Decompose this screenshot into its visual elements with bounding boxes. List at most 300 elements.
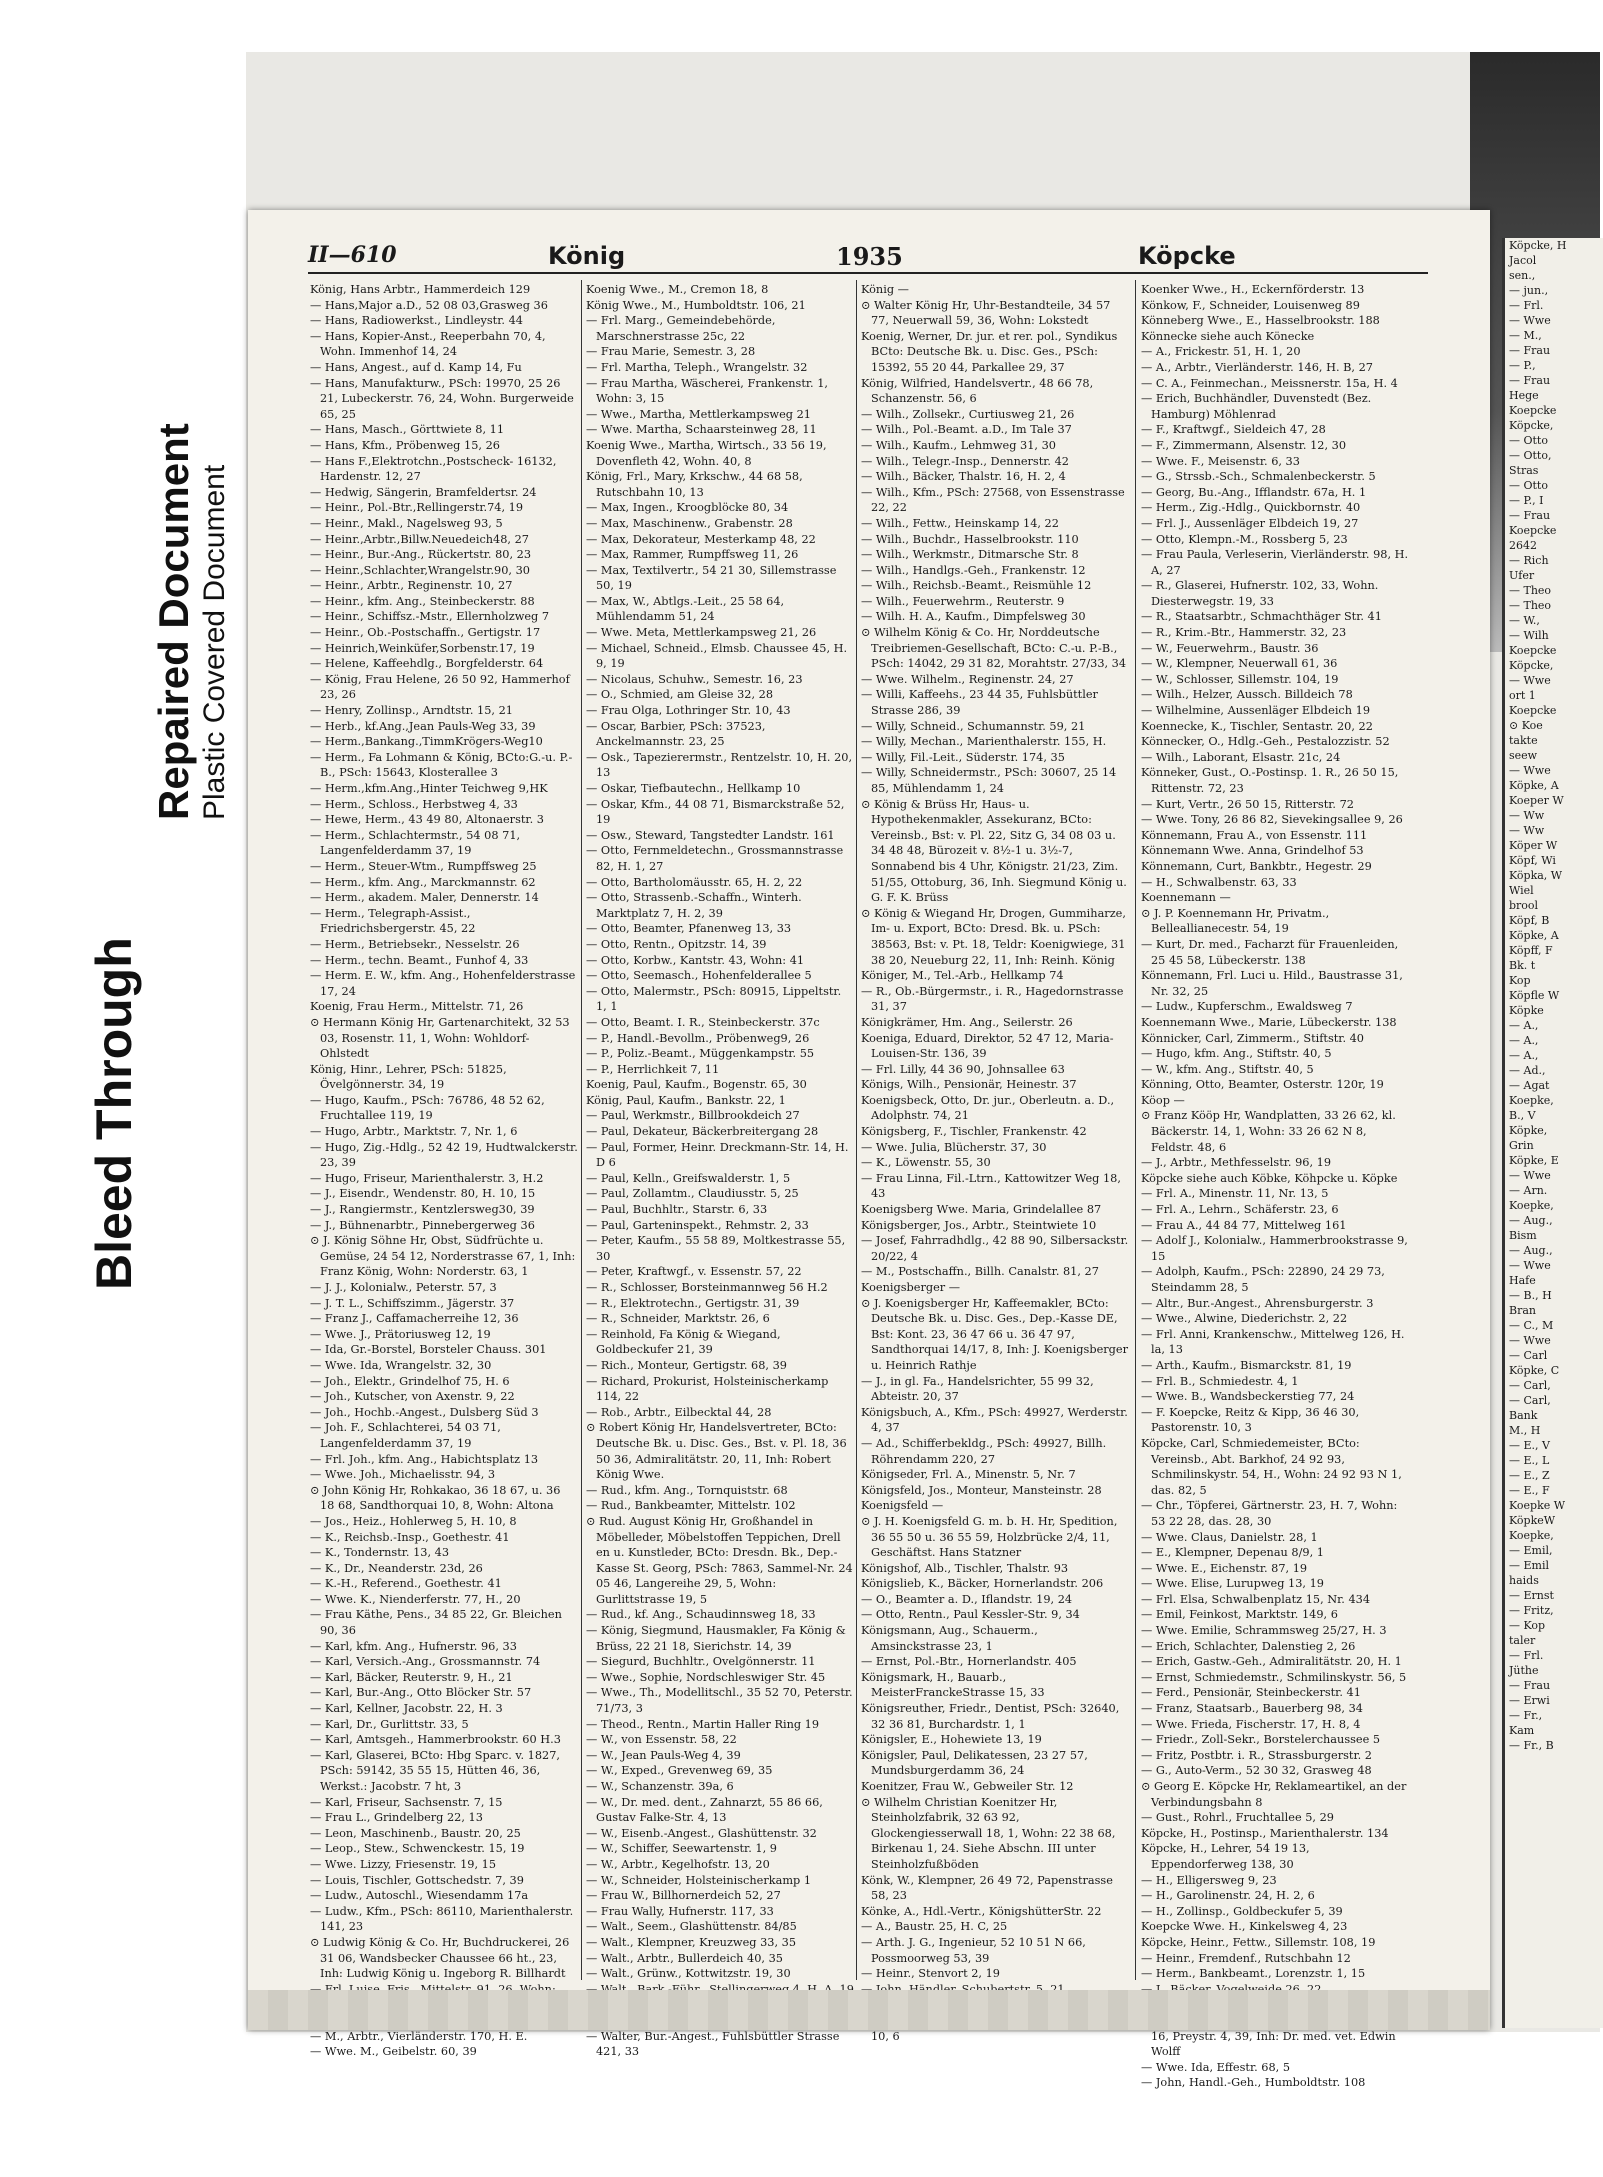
directory-entry: — Karl, Dr., Gurlittstr. 33, 5 — [310, 1717, 469, 1731]
directory-entry: — Wwe. Lizzy, Friesenstr. 19, 15 — [310, 1857, 497, 1871]
directory-entry: — Herm., Fa Lohmann & König, BCto:G.-u. P.-B., PSch: 15643, Klosterallee 3 — [310, 750, 573, 780]
directory-entry: Königsberger, Jos., Arbtr., Steintwiete 10 — [861, 1218, 1097, 1232]
directory-entry: Koenitzer, Frau W., Gebweiler Str. 12 — [861, 1780, 1074, 1793]
directory-entry: Königsmann, Aug., Schauerm., Amsinckstrasse 23, 1 — [861, 1624, 1038, 1653]
directory-entry: — Walt., Arbtr., Bullerdeich 40, 35 — [586, 1951, 783, 1965]
directory-entry: — Wilh., Laborant, Elsastr. 21c, 24 — [1141, 750, 1341, 764]
directory-entry: — Paul, Dekateur, Bäckerbreitergang 28 — [586, 1125, 819, 1139]
facing-page-line: Köpke, C — [1509, 1364, 1560, 1377]
directory-entry: — Wilh., Reichsb.-Beamt., Reismühle 12 — [861, 579, 1092, 593]
directory-entry: — Hans,Major a.D., 52 08 03,Grasweg 36 — [310, 298, 548, 312]
facing-page-line: — Fritz, — [1509, 1604, 1554, 1617]
directory-entry: — Rob., Arbtr., Eilbecktal 44, 28 — [586, 1405, 772, 1419]
directory-entry: — Ludw., Autoschl., Wiesendamm 17a — [310, 1889, 529, 1903]
directory-entry: Koenigsfeld — — [861, 1499, 944, 1513]
directory-entry: — Wwe. J., Prätoriusweg 12, 19 — [310, 1327, 491, 1341]
column-divider — [581, 280, 582, 1980]
directory-entry: Könneker, Gust., O.-Postinsp. 1. R., 26 50 15, Rittenstr. 72, 23 — [1141, 766, 1399, 795]
facing-page-line: haids — [1509, 1574, 1539, 1587]
directory-entry: — Wwe. Ida, Effestr. 68, 5 — [1141, 2060, 1291, 2074]
directory-entry: — Siegurd, Buchhltr., Ovelgönnerstr. 11 — [586, 1655, 816, 1669]
directory-entry: — Frl. Joh., kfm. Ang., Habichtsplatz 13 — [310, 1452, 539, 1466]
facing-page-line: Köpcke, — [1509, 419, 1554, 432]
directory-entry: Köpcke, H., Postinsp., Marienthalerstr. 134 — [1141, 1826, 1389, 1840]
directory-entry: — P., Handl.-Bevollm., Pröbenweg9, 26 — [586, 1031, 810, 1045]
directory-entry: Koenigsberger — — [861, 1281, 961, 1294]
directory-entry: ⊙ J. P. Koennemann Hr, Privatm., Belleallianecestr. 54, 19 — [1141, 906, 1330, 936]
directory-entry: — A., Frickestr. 51, H. 1, 20 — [1141, 345, 1301, 359]
header-right-word: Köpcke — [1138, 242, 1236, 270]
directory-entry: — Karl, Bur.-Ang., Otto Blöcker Str. 57 — [310, 1686, 532, 1700]
directory-entry: — G., Strssb.-Sch., Schmalenbeckerstr. 5 — [1141, 470, 1376, 484]
facing-page-line: Koepke, — [1509, 1094, 1554, 1107]
facing-page-line: Bk. t — [1509, 959, 1536, 972]
directory-entry: — Wwe. F., Meisenstr. 6, 33 — [1141, 454, 1300, 468]
directory-entry: Königkrämer, Hm. Ang., Seilerstr. 26 — [861, 1015, 1073, 1029]
directory-entry: ⊙ Hermann König Hr, Gartenarchitekt, 32 53 03, Rosenstr. 11, 1, Wohn: Wohldorf-Ohlstedt — [310, 1015, 570, 1061]
page-bottom-edge — [248, 1990, 1490, 2030]
directory-entry: Königsreuther, Friedr., Dentist, PSch: 32640, 32 36 81, Burchardstr. 1, 1 — [861, 1702, 1120, 1731]
directory-entry: — Frau Marie, Semestr. 3, 28 — [586, 345, 756, 359]
directory-entry: — Helene, Kaffeehdlg., Borgfelderstr. 64 — [310, 657, 544, 671]
directory-entry: — Kurt, Dr. med., Facharzt für Frauenleiden, 25 45 58, Lübeckerstr. 138 — [1141, 937, 1399, 967]
directory-entry: König, Wilfried, Handelsvertr., 48 66 78, Schanzenstr. 56, 6 — [861, 376, 1094, 406]
facing-page-line: ⊙ Koe — [1509, 719, 1543, 732]
directory-entry: — H., Garolinenstr. 24, H. 2, 6 — [1141, 1889, 1315, 1903]
directory-entry: — Willy, Mechan., Marienthalerstr. 155, H. — [861, 735, 1107, 749]
facing-page-line: — E., L — [1509, 1454, 1550, 1467]
facing-page-line: — jun., — [1509, 284, 1549, 297]
directory-entry: — M., Postschaffn., Billh. Canalstr. 81, 27 — [861, 1265, 1099, 1279]
directory-entry: — Heinr., Ob.-Postschaffn., Gertigstr. 17 — [310, 626, 541, 640]
directory-entry: — Frl. A., Lehrn., Schäferstr. 23, 6 — [1141, 1203, 1339, 1217]
facing-page-line: Köpff, F — [1509, 944, 1553, 957]
directory-entry: — Paul, Buchhltr., Starstr. 6, 33 — [586, 1203, 768, 1217]
facing-page-line: — Frau — [1509, 374, 1551, 387]
facing-page-line: Köpke, A — [1509, 929, 1559, 942]
facing-page-line: takte — [1509, 734, 1538, 747]
directory-entry: Könnecker, O., Hdlg.-Geh., Pestalozzistr. 52 — [1141, 735, 1390, 749]
directory-entry: — W., Schneider, Holsteinischerkamp 1 — [586, 1873, 812, 1887]
directory-entry: — Wwe. Emilie, Schrammsweg 25/27, H. 3 — [1141, 1624, 1387, 1638]
directory-entry: — Hans, Manufakturw., PSch: 19970, 25 26 21, Lubeckerstr. 76, 24, Wohn. Burgerweide 65, 25 — [310, 376, 574, 421]
directory-entry: — W., Jean Pauls-Weg 4, 39 — [586, 1748, 741, 1762]
facing-page-line: Köpcke, H — [1509, 239, 1567, 252]
directory-entry: — Hugo, Friseur, Marienthalerstr. 3, H.2 — [310, 1171, 544, 1185]
directory-entry: — Hans, Angest., auf d. Kamp 14, Fu — [310, 360, 522, 374]
directory-entry: — O., Beamter a. D., Iflandstr. 19, 24 — [861, 1592, 1073, 1606]
directory-entry: — Herm., Bankbeamt., Lorenzstr. 1, 15 — [1141, 1967, 1366, 1981]
facing-page-line: — Wwe — [1509, 764, 1551, 777]
facing-page-line: KöpkeW — [1509, 1514, 1556, 1527]
directory-entry: — Frl. A., Minenstr. 11, Nr. 13, 5 — [1141, 1187, 1329, 1201]
directory-entry: ⊙ J. Koenigsberger Hr, Kaffeemakler, BCto: Deutsche Bk. u. Disc. Ges., Dep.-Kasse DE, Bst: Kont. 23, 36 47 66 u. 36 47 97, Sandthorquai 14/17, 8, Inh: J. Koenigsberger u. Heinrich Rathje — [861, 1296, 1128, 1372]
directory-entry: — Joh. F., Schlachterei, 54 03 71, Langenfelderdamm 37, 19 — [310, 1421, 501, 1450]
directory-column-4 — [1141, 282, 1409, 2090]
directory-entry: — Paul, Garteninspekt., Rehmstr. 2, 33 — [586, 1218, 809, 1232]
facing-page-line: — Carl, — [1509, 1394, 1551, 1407]
directory-entry: Koenig Wwe., M., Cremon 18, 8 — [586, 283, 769, 296]
directory-entry: — Wilh., Feuerwehrm., Reuterstr. 9 — [861, 594, 1065, 608]
facing-page-line: Bran — [1509, 1304, 1536, 1317]
directory-entry: — J., Rangiermstr., Kentzlersweg30, 39 — [310, 1203, 535, 1217]
directory-entry: — W., Schlosser, Sillemstr. 104, 19 — [1141, 672, 1339, 686]
directory-entry: — Herm., Telegraph-Assist., Friedrichsbergerstr. 45, 22 — [310, 906, 476, 936]
directory-entry: Königs, Wilh., Pensionär, Heinestr. 37 — [861, 1078, 1077, 1092]
directory-entry: Königer, M., Tel.-Arb., Hellkamp 74 — [861, 969, 1064, 983]
facing-page-line: — Frau — [1509, 509, 1551, 522]
facing-page-line: Kop — [1509, 974, 1531, 987]
directory-entry: — K., Löwenstr. 55, 30 — [861, 1156, 991, 1170]
directory-entry: — E., Klempner, Depenau 8/9, 1 — [1141, 1546, 1324, 1560]
directory-entry: — Michael, Schneid., Elmsb. Chaussee 45, H. 9, 19 — [586, 641, 848, 671]
facing-page-line: — Emil, — [1509, 1544, 1553, 1557]
facing-page-line: Köpka, W — [1509, 869, 1563, 882]
directory-entry: — Frl. Lilly, 44 36 90, Johnsallee 63 — [861, 1062, 1065, 1076]
directory-entry: — Wilh., Werkmstr., Ditmarsche Str. 8 — [861, 548, 1079, 562]
directory-entry: — Emil, Feinkost, Marktstr. 149, 6 — [1141, 1608, 1338, 1622]
directory-entry: — Otto, Bartholomäusstr. 65, H. 2, 22 — [586, 875, 803, 889]
directory-entry: Koenig, Werner, Dr. jur. et rer. pol., Syndikus BCto: Deutsche Bk. u. Disc. Ges., PSch: 15392, 55 20 44, Parkallee 29, 37 — [861, 329, 1118, 374]
facing-page-line: B., V — [1509, 1109, 1536, 1122]
directory-entry: — Hugo, Zig.-Hdlg., 52 42 19, Hudtwalckerstr. 23, 39 — [310, 1140, 578, 1170]
facing-page-line: taler — [1509, 1634, 1536, 1647]
directory-entry: — Wilh., Pol.-Beamt. a.D., Im Tale 37 — [861, 423, 1072, 437]
directory-entry: — Adolf J., Kolonialw., Hammerbrookstrasse 9, 15 — [1141, 1234, 1408, 1263]
directory-entry: — Herm., Schlachtermstr., 54 08 71, Langenfelderdamm 37, 19 — [310, 828, 521, 858]
facing-page-line: — Frau — [1509, 344, 1551, 357]
directory-entry: — Wwe., Alwine, Diederichstr. 2, 22 — [1141, 1312, 1348, 1326]
directory-entry: — P., Poliz.-Beamt., Müggenkampstr. 55 — [586, 1047, 815, 1061]
facing-page-line: — Wilh — [1509, 629, 1549, 642]
directory-entry: — Heinr., Schiffsz.-Mstr., Ellernholzweg 7 — [310, 610, 550, 624]
directory-entry: Könnicker, Carl, Zimmerm., Stiftstr. 40 — [1141, 1031, 1364, 1045]
facing-page-line: Stras — [1509, 464, 1539, 477]
directory-entry: — A., Baustr. 25, H. C, 25 — [861, 1920, 1008, 1934]
directory-entry: — Fritz, Postbtr. i. R., Strassburgerstr. 2 — [1141, 1748, 1372, 1762]
directory-entry: — O., Schmied, am Gleise 32, 28 — [586, 688, 774, 702]
directory-entry: — Nicolaus, Schuhw., Semestr. 16, 23 — [586, 672, 803, 686]
facing-page-line: — E., V — [1509, 1439, 1550, 1452]
directory-entry: — Wwe. K., Nienderferstr. 77, H., 20 — [310, 1592, 521, 1606]
facing-page-line: Köpke, — [1509, 1124, 1548, 1137]
directory-entry: — Oskar, Kfm., 44 08 71, Bismarckstraße 52, 19 — [586, 797, 845, 827]
label-plastic-covered: Plastic Covered Document — [198, 464, 231, 820]
directory-entry: — Wwe. E., Eichenstr. 87, 19 — [1141, 1561, 1308, 1575]
directory-entry: — W., Arbtr., Kegelhofstr. 13, 20 — [586, 1857, 770, 1871]
directory-entry: Königsler, Paul, Delikatessen, 23 27 57, Mundsburgerdamm 36, 24 — [861, 1748, 1088, 1778]
facing-page-line: — M., — [1509, 329, 1542, 342]
label-bleed-through: Bleed Through — [86, 937, 142, 1290]
directory-entry: — W., Schanzenstr. 39a, 6 — [586, 1780, 734, 1793]
facing-page-line: seew — [1509, 749, 1538, 762]
directory-entry: — Wwe. Martha, Schaarsteinweg 28, 11 — [586, 423, 817, 437]
directory-entry: König, Hinr., Lehrer, PSch: 51825, Övelgönnerstr. 34, 19 — [310, 1062, 507, 1092]
directory-entry: — Karl, Bäcker, Reuterstr. 9, H., 21 — [310, 1670, 513, 1684]
directory-entry: — Herm., akadem. Maler, Dennerstr. 14 — [310, 891, 539, 905]
facing-page-line: Köpke, E — [1509, 1154, 1559, 1167]
facing-page-line: — E., Z — [1509, 1469, 1550, 1482]
directory-entry: — Paul, Werkmstr., Billbrookdeich 27 — [586, 1109, 800, 1123]
directory-entry: — Willy, Schneid., Schumannstr. 59, 21 — [861, 719, 1086, 733]
facing-page-line: — Carl, — [1509, 1379, 1551, 1392]
directory-entry: — Herm. E. W., kfm. Ang., Hohenfelderstrasse 17, 24 — [310, 969, 576, 998]
directory-entry: — Osw., Steward, Tangstedter Landstr. 161 — [586, 828, 835, 842]
directory-entry: — P., Herrlichkeit 7, 11 — [586, 1062, 720, 1076]
directory-entry: Königsfeld, Jos., Monteur, Mansteinstr. 28 — [861, 1483, 1102, 1497]
facing-page-line: — P., I — [1509, 494, 1544, 507]
directory-entry: — Wwe. Wilhelm., Reginenstr. 24, 27 — [861, 672, 1074, 686]
directory-entry: — Wwe. Meta, Mettlerkampsweg 21, 26 — [586, 626, 817, 640]
directory-entry: — Max, W., Abtlgs.-Leit., 25 58 64, Mühlendamm 51, 24 — [586, 594, 785, 624]
directory-entry: — Herm., kfm. Ang., Marckmannstr. 62 — [310, 875, 536, 889]
directory-entry: — Heinr.,Arbtr.,Billw.Neuedeich48, 27 — [310, 532, 529, 546]
directory-entry: — J. T. L., Schiffszimm., Jägerstr. 37 — [310, 1296, 515, 1310]
directory-entry: — Herm., Betriebsekr., Nesselstr. 26 — [310, 937, 520, 951]
directory-entry: Könning, Otto, Beamter, Osterstr. 120r, 19 — [1141, 1078, 1384, 1092]
directory-entry: — J., Eisendr., Wendenstr. 80, H. 10, 15 — [310, 1187, 536, 1201]
directory-entry: Koenigsbeck, Otto, Dr. jur., Oberleutn. a. D., Adolphstr. 74, 21 — [861, 1093, 1115, 1123]
facing-page-line: Jüthe — [1509, 1664, 1539, 1677]
directory-entry: — Wwe. Joh., Michaelisstr. 94, 3 — [310, 1468, 496, 1482]
facing-page-line: — Agat — [1509, 1079, 1550, 1092]
facing-page-line: — Fr., B — [1509, 1739, 1554, 1752]
facing-page-line: — Rich — [1509, 554, 1549, 567]
directory-entry: — F. Koepcke, Reitz & Kipp, 36 46 30, Pastorenstr. 10, 3 — [1141, 1405, 1360, 1435]
facing-page-line: Koeper W — [1509, 794, 1564, 807]
directory-entry: — Walt., Seem., Glashüttenstr. 84/85 — [586, 1920, 797, 1934]
facing-page-line: — Wwe — [1509, 1259, 1551, 1272]
directory-entry: — Rud., kf. Ang., Schaudinnsweg 18, 33 — [586, 1608, 816, 1622]
directory-entry: Könnemann, Frau A., von Essenstr. 111 — [1141, 828, 1368, 842]
directory-entry: — R., Staatsarbtr., Schmachthäger Str. 41 — [1141, 610, 1382, 624]
directory-entry: Koenigsberg Wwe. Maria, Grindelallee 87 — [861, 1203, 1102, 1217]
directory-entry: Königshof, Alb., Tischler, Thalstr. 93 — [861, 1561, 1069, 1575]
directory-entry: — Karl, Versich.-Ang., Grossmannstr. 74 — [310, 1655, 541, 1669]
directory-entry: — Gust., Rohrl., Fruchtallee 5, 29 — [1141, 1811, 1334, 1825]
directory-entry: — Willi, Kaffeehs., 23 44 35, Fuhlsbüttler Strasse 286, 39 — [861, 688, 1098, 718]
directory-entry: — R., Ob.-Bürgermstr., i. R., Hagedornstrasse 31, 37 — [861, 984, 1124, 1014]
directory-entry: Koepcke Wwe. H., Kinkelsweg 4, 23 — [1141, 1920, 1348, 1934]
directory-entry: Koenig, Paul, Kaufm., Bogenstr. 65, 30 — [586, 1078, 807, 1092]
directory-entry: — Heinr., kfm. Ang., Steinbeckerstr. 88 — [310, 594, 535, 608]
directory-entry: — Frl. Anni, Krankenschw., Mittelweg 126, H. la, 13 — [1141, 1327, 1405, 1357]
facing-page-line: — A., — [1509, 1049, 1539, 1062]
facing-page-line: — A., — [1509, 1034, 1539, 1047]
directory-entry: — Wilh., Fettw., Heinskamp 14, 22 — [861, 516, 1059, 530]
directory-entry: — W., Eisenb.-Angest., Glashüttenstr. 32 — [586, 1826, 817, 1840]
directory-entry: — Oskar, Tiefbautechn., Hellkamp 10 — [586, 782, 801, 795]
directory-entry: — Walt., Klempner, Kreuzweg 33, 35 — [586, 1935, 797, 1949]
directory-entry: — Josef, Fahrradhdlg., 42 88 90, Silbersackstr. 20/22, 4 — [861, 1234, 1129, 1263]
directory-entry: — Heinr.,Schlachter,Wrangelstr.90, 30 — [310, 563, 530, 577]
directory-entry: — K.-H., Referend., Goethestr. 41 — [310, 1577, 502, 1591]
directory-entry: — Karl, Amtsgeh., Hammerbrookstr. 60 H.3 — [310, 1733, 561, 1747]
facing-page-line: Hafe — [1509, 1274, 1536, 1287]
facing-page-line: — E., F — [1509, 1484, 1550, 1497]
directory-entry: Königsler, E., Hohewiete 13, 19 — [861, 1733, 1042, 1747]
directory-entry: — K., Reichsb.-Insp., Goethestr. 41 — [310, 1530, 510, 1544]
directory-entry: — Richard, Prokurist, Holsteinischerkamp 114, 22 — [586, 1374, 829, 1404]
facing-page-line: — Theo — [1509, 599, 1552, 612]
header-left-word: König — [548, 242, 626, 270]
facing-page-line: 2642 — [1509, 539, 1537, 552]
facing-page-line: — Ww — [1509, 809, 1545, 822]
directory-entry: — John, Handl.-Geh., Humboldtstr. 108 — [1141, 2076, 1366, 2090]
facing-page-line: — Wwe — [1509, 1169, 1551, 1182]
directory-entry: Köpcke, H., Lehrer, 54 19 13, Eppendorferweg 138, 30 — [1141, 1842, 1310, 1871]
directory-entry: — Wilh., Kaufm., Lehmweg 31, 30 — [861, 438, 1056, 452]
directory-entry: — König, Siegmund, Hausmakler, Fa König & Brüss, 22 21 18, Sierichstr. 14, 39 — [586, 1624, 846, 1653]
directory-entry: — Adolph, Kaufm., PSch: 22890, 24 29 73, Steindamm 28, 5 — [1141, 1265, 1385, 1294]
directory-entry: — Oscar, Barbier, PSch: 37523, Anckelmannstr. 23, 25 — [586, 719, 766, 749]
directory-entry: — Wwe. B., Wandsbeckerstieg 77, 24 — [1141, 1390, 1355, 1404]
facing-page-line: sen., — [1509, 269, 1536, 282]
directory-entry: — R., Elektrotechn., Gertigstr. 31, 39 — [586, 1296, 800, 1310]
directory-entry: — Willy, Schneidermstr., PSch: 30607, 25 14 85, Mühlendamm 1, 24 — [861, 766, 1117, 795]
directory-entry: — K., Dr., Neanderstr. 23d, 26 — [310, 1561, 483, 1575]
facing-page-line: — Arn. — [1509, 1184, 1548, 1197]
directory-entry: — Frau Linna, Fil.-Ltrn., Kattowitzer Weg 18, 43 — [861, 1171, 1121, 1201]
directory-column-2 — [586, 282, 854, 2059]
directory-entry: — Wwe. Claus, Danielstr. 28, 1 — [1141, 1530, 1318, 1544]
directory-entry: — Joh., Elektr., Grindelhof 75, H. 6 — [310, 1374, 510, 1388]
facing-page-line: Wiel — [1509, 884, 1534, 897]
directory-entry: — Herm., Steuer-Wtm., Rumpffsweg 25 — [310, 859, 537, 873]
directory-entry: — Heinr., Fremdenf., Rutschbahn 12 — [1141, 1951, 1351, 1965]
directory-entry: Könnecke siehe auch Könecke — [1141, 329, 1315, 343]
directory-entry: — R., Krim.-Btr., Hammerstr. 32, 23 — [1141, 626, 1347, 640]
directory-entry: ⊙ J. König Söhne Hr, Obst, Südfrüchte u. Gemüse, 24 54 12, Norderstrasse 67, 1, Inh: Franz König, Wohn: Norderstr. 63, 1 — [310, 1234, 576, 1279]
directory-entry: — Wwe. Elise, Lurupweg 13, 19 — [1141, 1577, 1324, 1591]
facing-page-line: Koepcke — [1509, 404, 1557, 417]
directory-entry: ⊙ Walter König Hr, Uhr-Bestandteile, 34 57 77, Neuerwall 59, 36, Wohn: Lokstedt — [861, 298, 1111, 328]
facing-page-line: Köpcke, — [1509, 659, 1554, 672]
directory-entry: — Heinr., Stenvort 2, 19 — [861, 1967, 1000, 1981]
directory-entry: Koennemann — — [1141, 891, 1231, 905]
facing-page-line: — Ad., — [1509, 1064, 1546, 1077]
directory-entry: — Friedr., Zoll-Sekr., Borstelerchaussee 5 — [1141, 1733, 1381, 1747]
directory-entry: — Joh., Hochb.-Angest., Dulsberg Süd 3 — [310, 1405, 539, 1419]
directory-entry: — Kurt, Vertr., 26 50 15, Ritterstr. 72 — [1141, 797, 1354, 811]
directory-entry: — Herm.,Bankang.,TimmKrögers-Weg10 — [310, 735, 543, 749]
directory-entry: — Wilh., Handlgs.-Geh., Frankenstr. 12 — [861, 563, 1086, 577]
directory-entry: — Hedwig, Sängerin, Bramfeldertsr. 24 — [310, 485, 537, 499]
column-divider — [856, 280, 857, 1980]
directory-entry: — Frl. Martha, Teleph., Wrangelstr. 32 — [586, 360, 808, 374]
facing-page-line: — Wwe — [1509, 674, 1551, 687]
directory-entry: — Hugo, kfm. Ang., Stiftstr. 40, 5 — [1141, 1047, 1332, 1061]
directory-entry: — Willy, Fil.-Leit., Süderstr. 174, 35 — [861, 750, 1065, 764]
directory-entry: — Hans, Radiowerkst., Lindleystr. 44 — [310, 314, 523, 328]
directory-entry: — Arth., Kaufm., Bismarckstr. 81, 19 — [1141, 1358, 1352, 1372]
directory-entry: — Ernst, Schmiedemstr., Schmilinskystr. 56, 5 — [1141, 1670, 1407, 1684]
directory-entry: Köpcke, Carl, Schmiedemeister, BCto: Vereinsb., Abt. Barkhof, 24 92 93, Schmilinskystr. 54, H., Wohn: 24 92 93 N 1, das. 82, 5 — [1141, 1436, 1402, 1497]
directory-entry: — Herm., Schloss., Herbstweg 4, 33 — [310, 797, 518, 811]
directory-entry: — Walter, Bur.-Angest., Fuhlsbüttler Strasse 421, 33 — [586, 2029, 840, 2059]
directory-entry: — Wilh., Buchdr., Hasselbrookstr. 110 — [861, 532, 1079, 546]
directory-entry: Köpcke siehe auch Köbke, Köhpcke u. Köpke — [1141, 1171, 1398, 1185]
directory-entry: ⊙ John König Hr, Rohkakao, 36 18 67, u. 36 18 68, Sandthorquai 10, 8, Wohn: Altona — [310, 1483, 561, 1513]
directory-entry: Königseder, Frl. A., Minenstr. 5, Nr. 7 — [861, 1468, 1076, 1482]
directory-entry: — Otto, Malermstr., PSch: 80915, Lippeltstr. 1, 1 — [586, 984, 842, 1014]
directory-entry: — Erich, Schlachter, Dalenstieg 2, 26 — [1141, 1639, 1356, 1653]
directory-entry: — Karl, kfm. Ang., Hufnerstr. 96, 33 — [310, 1639, 517, 1653]
directory-entry: — Ernst, Pol.-Btr., Hornerlandstr. 405 — [861, 1655, 1077, 1669]
directory-entry: Könkow, F., Schneider, Louisenweg 89 — [1141, 298, 1360, 312]
facing-page-line: — Aug., — [1509, 1244, 1553, 1257]
directory-entry: — Wwe. Frieda, Fischerstr. 17, H. 8, 4 — [1141, 1717, 1361, 1731]
directory-entry: ⊙ Franz Kööp Hr, Wandplatten, 33 26 62, kl. Bäckerstr. 14, 1, Wohn: 33 26 62 N 8, Feldstr. 48, 6 — [1141, 1109, 1396, 1154]
directory-entry: — R., Schlosser, Borsteinmannweg 56 H.2 — [586, 1281, 828, 1294]
directory-entry: — Hans, Masch., Görttwiete 8, 11 — [310, 423, 505, 437]
directory-entry: — Herm.,kfm.Ang.,Hinter Teichweg 9,HK — [310, 782, 548, 795]
directory-entry: — Heinr., Bur.-Ang., Rückertstr. 80, 23 — [310, 548, 532, 562]
directory-entry: Könneberg Wwe., E., Hasselbrookstr. 188 — [1141, 314, 1380, 328]
directory-entry: — Otto, Klempn.-M., Rossberg 5, 23 — [1141, 532, 1348, 546]
directory-entry: — Frau Olga, Lothringer Str. 10, 43 — [586, 704, 791, 718]
page-number: II—610 — [308, 242, 397, 268]
directory-entry: — Frau A., 44 84 77, Mittelweg 161 — [1141, 1218, 1347, 1232]
directory-entry: — Ludw., Kfm., PSch: 86110, Marienthalerstr. 141, 23 — [310, 1904, 574, 1934]
directory-entry: — König, Frau Helene, 26 50 92, Hammerhof 23, 26 — [310, 672, 570, 702]
directory-entry: — Heinr., Pol.-Btr.,Rellingerstr.74, 19 — [310, 501, 524, 515]
directory-entry: — Arth. J. G., Ingenieur, 52 10 51 N 66, Possmoorweg 53, 39 — [861, 1935, 1086, 1965]
directory-entry: Königsberg, F., Tischler, Frankenstr. 42 — [861, 1125, 1087, 1139]
directory-entry: — G., Auto-Verm., 52 30 32, Grasweg 48 — [1141, 1764, 1372, 1778]
facing-page-line: Bank — [1509, 1409, 1538, 1422]
directory-entry: — Frl. Marg., Gemeindebehörde, Marschnerstrasse 25c, 22 — [586, 314, 776, 343]
facing-page-line: — Otto — [1509, 479, 1548, 492]
directory-entry: König, Hans Arbtr., Hammerdeich 129 — [310, 283, 531, 296]
directory-entry: — Frau Wally, Hufnerstr. 117, 33 — [586, 1904, 774, 1918]
facing-page-line: Köpfle W — [1509, 989, 1560, 1002]
directory-entry: — A., Arbtr., Vierländerstr. 146, H. B, 27 — [1141, 360, 1373, 374]
directory-entry: — Wwe. M., Geibelstr. 60, 39 — [310, 2045, 477, 2059]
directory-entry: 16, Preystr. 4, 39, Inh: Dr. med. vet. Edwin Wolff — [1151, 2029, 1396, 2059]
directory-entry: — Reinhold, Fa König & Wiegand, Goldbeckufer 21, 39 — [586, 1327, 781, 1357]
directory-entry: — Wilhelmine, Aussenläger Elbdeich 19 — [1141, 704, 1371, 718]
directory-entry: — F., Zimmermann, Alsenstr. 12, 30 — [1141, 438, 1347, 452]
facing-page-line: M., H — [1509, 1424, 1541, 1437]
directory-entry: — Heinr., Arbtr., Reginenstr. 10, 27 — [310, 579, 513, 593]
directory-entry: — Wilh., Zollsekr., Curtiusweg 21, 26 — [861, 407, 1075, 421]
directory-entry: — Otto, Rentn., Paul Kessler-Str. 9, 34 — [861, 1608, 1080, 1622]
facing-page-line: — A., — [1509, 1019, 1539, 1032]
directory-entry: Köpcke, Heinr., Fettw., Sillemstr. 108, 19 — [1141, 1935, 1376, 1949]
header-year: 1935 — [836, 242, 903, 271]
directory-entry: — H., Elligersweg 9, 23 — [1141, 1873, 1277, 1887]
directory-entry: — Joh., Kutscher, von Axenstr. 9, 22 — [310, 1390, 515, 1404]
facing-page-line: brool — [1509, 899, 1539, 912]
directory-entry: Köop — — [1141, 1093, 1185, 1107]
facing-page-line: — Ww — [1509, 824, 1545, 837]
directory-entry: — Frau Martha, Wäscherei, Frankenstr. 1, Wohn: 3, 15 — [586, 376, 829, 406]
directory-entry: König, Paul, Kaufm., Bankstr. 22, 1 — [586, 1093, 786, 1107]
directory-entry: — Frl. J., Aussenläger Elbdeich 19, 27 — [1141, 516, 1359, 530]
facing-page-line: Kam — [1509, 1724, 1535, 1737]
facing-page-fragment — [1502, 238, 1603, 2028]
column-divider — [1135, 280, 1136, 1980]
facing-page-line: — Otto, — [1509, 449, 1552, 462]
facing-page-line: — Aug., — [1509, 1214, 1553, 1227]
directory-entry: — Otto, Fernmeldetechn., Grossmannstrasse 82, H. 1, 27 — [586, 844, 844, 873]
directory-entry: — Otto, Beamter, Pfanenweg 13, 33 — [586, 922, 792, 936]
facing-page-line: — P., — [1509, 359, 1536, 372]
directory-entry: — Louis, Tischler, Gottschedstr. 7, 39 — [310, 1873, 524, 1887]
facing-page-line: — Frl. — [1509, 299, 1544, 312]
directory-entry: — Erich, Buchhändler, Duvenstedt (Bez. Hamburg) Möhlenrad — [1141, 392, 1372, 421]
